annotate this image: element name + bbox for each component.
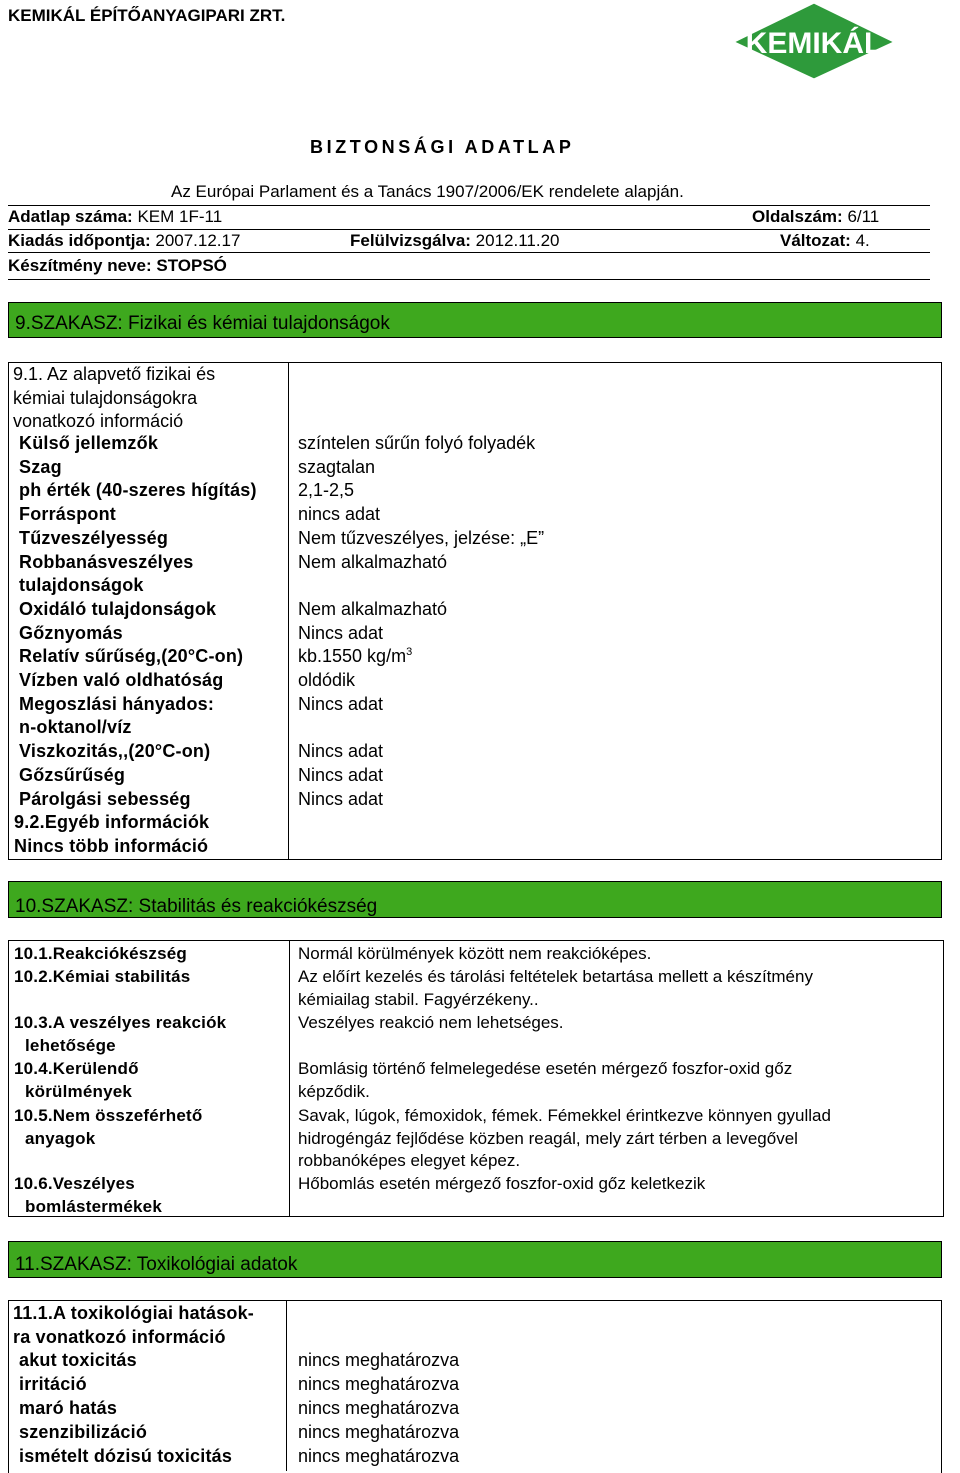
section-9-subheading: kémiai tulajdonságokra xyxy=(13,387,198,408)
version-row xyxy=(780,231,870,251)
reactivity-label: 10.6.Veszélyes xyxy=(14,1174,135,1193)
reactivity-label: 10.5.Nem összeférhető xyxy=(14,1106,203,1125)
section-11-subheading: 11.1.A toxikológiai hatások- xyxy=(13,1303,255,1323)
property-label: Forráspont xyxy=(19,504,117,525)
reactivity-value: kémiailag stabil. Fagyérzékeny.. xyxy=(298,989,539,1009)
reactivity-label: bomlástermékek xyxy=(25,1196,162,1216)
reactivity-value: képződik. xyxy=(298,1081,370,1101)
page-number-row xyxy=(752,207,879,227)
property-label: ph érték (40-szeres hígítás) xyxy=(19,480,257,501)
sheet-number-row xyxy=(8,207,222,227)
property-label: Tűzveszélyesség xyxy=(19,527,169,548)
section-9-subheading: vonatkozó információ xyxy=(13,411,184,432)
property-value: Nincs adat xyxy=(298,764,384,785)
reactivity-label: körülmények xyxy=(25,1081,133,1101)
property-value: Nincs adat xyxy=(298,622,384,643)
reactivity-label: 10.2.Kémiai stabilitás xyxy=(14,967,191,986)
reactivity-label: 10.3.A veszélyes reakciók xyxy=(14,1013,227,1032)
property-label: Gőznyomás xyxy=(19,622,123,643)
toxicology-value: nincs meghatározva xyxy=(298,1446,460,1466)
property-label: Szag xyxy=(19,456,62,477)
property-label: Nincs több információ xyxy=(14,835,209,856)
toxicology-value: nincs meghatározva xyxy=(298,1374,460,1394)
toxicology-value: nincs meghatározva xyxy=(298,1350,460,1370)
property-label: 9.2.Egyéb információk xyxy=(14,812,210,833)
reactivity-label: lehetősége xyxy=(25,1035,116,1055)
section-9-subheading: 9.1. Az alapvető fizikai és xyxy=(13,364,216,384)
property-value: Nem tűzveszélyes, jelzése: „E” xyxy=(298,527,545,548)
property-value: Nem alkalmazható xyxy=(298,598,448,619)
property-label: Robbanásveszélyes xyxy=(19,551,194,572)
review-date-label: Felülvizsgálva: xyxy=(350,231,471,250)
version-label: Változat: xyxy=(780,231,851,250)
toxicology-label: ismételt dózisú toxicitás xyxy=(19,1446,233,1466)
toxicology-label: akut toxicitás xyxy=(19,1350,137,1370)
section-10-bar xyxy=(8,881,942,918)
property-label: Megoszlási hányados: xyxy=(19,693,215,714)
section-10-title: 10.SZAKASZ: Stabilitás és reakciókészség xyxy=(15,896,378,917)
review-date-row xyxy=(350,231,560,251)
page-label: Oldalszám: xyxy=(752,207,843,226)
issue-date-label: Kiadás időpontja: xyxy=(8,231,151,250)
issue-date: 2007.12.17 xyxy=(155,231,241,250)
reactivity-label: 10.4.Kerülendő xyxy=(14,1059,139,1078)
property-label: Relatív sűrűség,(20°C-on) xyxy=(19,646,244,667)
property-label: Párolgási sebesség xyxy=(19,788,191,809)
reactivity-value: Hőbomlás esetén mérgező foszfor-oxid gőz keletkezik xyxy=(298,1174,706,1193)
logo-registered-mark: ® xyxy=(890,22,897,32)
reactivity-value: Savak, lúgok, fémoxidok, fémek. Fémekkel érintkezve könnyen gyullad xyxy=(298,1106,831,1125)
header-divider xyxy=(8,252,930,253)
issue-date-row xyxy=(8,231,240,251)
version: 4. xyxy=(855,231,870,250)
section-11-bar xyxy=(8,1241,942,1278)
property-label: n-oktanol/víz xyxy=(19,717,132,738)
table-column-divider xyxy=(289,940,290,1217)
section-9-title: 9.SZAKASZ: Fizikai és kémiai tulajdonságok xyxy=(15,313,390,334)
page-number: 6/11 xyxy=(847,207,880,226)
property-label: Külső jellemzők xyxy=(19,433,159,453)
reactivity-value: hidrogéngáz fejlődése közben reagál, mely zárt térben a levegővel xyxy=(298,1128,798,1148)
section-11-title: 11.SZAKASZ: Toxikológiai adatok xyxy=(15,1254,298,1275)
header-divider xyxy=(8,229,930,230)
property-value: nincs adat xyxy=(298,504,381,525)
reactivity-value: Bomlásig történő felmelegedése esetén mérgező foszfor-oxid gőz xyxy=(298,1059,793,1078)
header-divider xyxy=(8,205,930,206)
toxicology-value: nincs meghatározva xyxy=(298,1422,460,1442)
property-label: Vízben való oldhatóság xyxy=(19,670,224,690)
company-name: KEMIKÁL ÉPÍTŐANYAGIPARI ZRT. xyxy=(8,6,286,25)
property-label: Oxidáló tulajdonságok xyxy=(19,598,217,619)
toxicology-label: szenzibilizáció xyxy=(19,1422,148,1442)
section-11-subheading: ra vonatkozó információ xyxy=(13,1326,226,1347)
sheet-number: KEM 1F-11 xyxy=(137,207,223,226)
reactivity-value: Veszélyes reakció nem lehetséges. xyxy=(298,1013,564,1032)
reactivity-value: Az előírt kezelés és tárolási feltételek betartása mellett a készítmény xyxy=(298,967,813,986)
reactivity-label: 10.1.Reakciókészség xyxy=(14,944,187,963)
header-divider xyxy=(8,279,930,280)
property-label: Gőzsűrűség xyxy=(19,764,126,785)
property-value: 2,1-2,5 xyxy=(298,480,355,501)
table-column-divider xyxy=(286,1300,287,1471)
section-9-bar xyxy=(8,302,942,338)
table-column-divider xyxy=(288,362,289,860)
property-label: tulajdonságok xyxy=(19,575,144,596)
toxicology-label: irritáció xyxy=(19,1374,87,1394)
property-value: Nincs adat xyxy=(298,788,384,809)
sheet-number-label: Adatlap száma: xyxy=(8,207,133,226)
toxicology-label: maró hatás xyxy=(19,1398,118,1418)
property-value: szagtalan xyxy=(298,456,376,477)
logo-graphic xyxy=(724,0,904,82)
product-name-row xyxy=(8,256,227,276)
logo-text: KEMIKÁL xyxy=(745,27,883,60)
property-value: oldódik xyxy=(298,670,356,690)
review-date: 2012.11.20 xyxy=(475,231,560,250)
reactivity-value: Normál körülmények között nem reakcióképes. xyxy=(298,944,652,963)
property-value: Nincs adat xyxy=(298,693,384,714)
property-value: Nincs adat xyxy=(298,741,384,762)
property-value: kb.1550 $kg/m^3$ xyxy=(298,646,413,667)
reactivity-value: robbanóképes elegyet képez. xyxy=(298,1151,521,1170)
superscript: 3 xyxy=(406,646,413,659)
regulation-line: Az Európai Parlament és a Tanács 1907/2006/EK rendelete alapján. xyxy=(171,182,684,201)
property-label: Viszkozitás,,(20°C-on) xyxy=(19,741,211,762)
product-label: Készítmény neve: xyxy=(8,256,152,275)
property-value: színtelen sűrűn folyó folyadék xyxy=(298,433,536,453)
document-title: BIZTONSÁGI ADATLAP xyxy=(310,137,575,157)
toxicology-value: nincs meghatározva xyxy=(298,1398,460,1418)
property-value: Nem alkalmazható xyxy=(298,551,448,572)
product-name: STOPSÓ xyxy=(156,256,227,275)
reactivity-label: anyagok xyxy=(25,1128,96,1148)
kemikal-logo xyxy=(724,0,904,82)
